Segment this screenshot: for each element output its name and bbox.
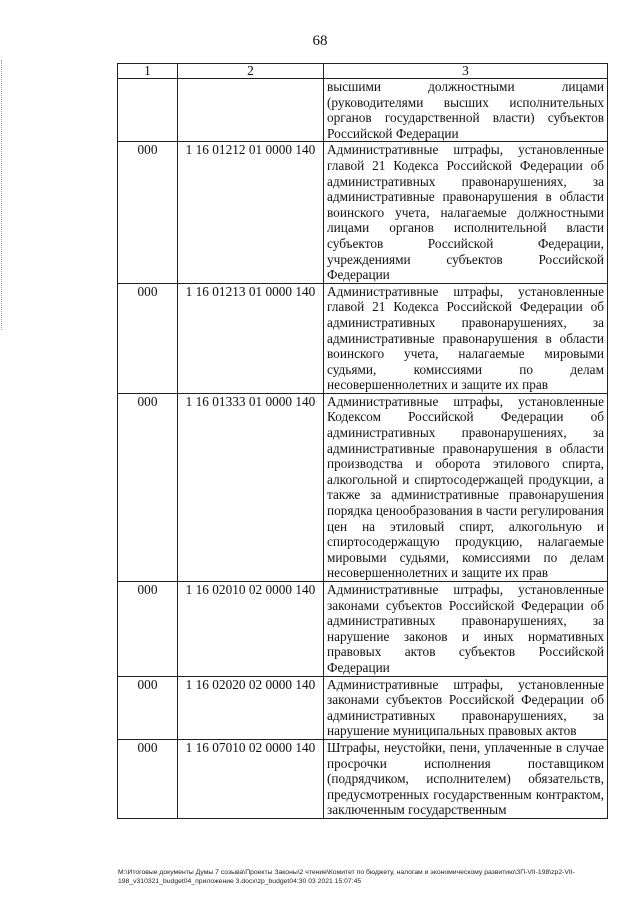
table-row — [118, 142, 608, 283]
cell-admin: 000 — [118, 142, 178, 283]
cell-code-empty — [178, 79, 324, 142]
cell-admin: 000 — [118, 283, 178, 393]
cell-admin: 000 — [118, 676, 178, 739]
cell-name: Административные штрафы, установленные главой 21 Кодекса Российской Федерации об административных правонарушениях, за административные правонарушения в области воинского учета, налагаемые мировыми судьями, комиссиями по делам несовершеннолетних и защите их прав — [324, 283, 608, 393]
cell-code: 1 16 07010 02 0000 140 — [178, 739, 324, 818]
table-header-row — [118, 64, 608, 79]
table-row — [118, 676, 608, 739]
table-row-continuation — [118, 79, 608, 142]
table-row — [118, 283, 608, 393]
table-row — [118, 739, 608, 818]
cell-name-continuation: высшими должностными лицами (руководителями высших исполнительных органов государственной власти) субъектов Российской Федерации — [324, 79, 608, 142]
column-header-admin: 1 — [118, 64, 178, 79]
cell-admin: 000 — [118, 393, 178, 581]
cell-code: 1 16 01213 01 0000 140 — [178, 283, 324, 393]
table-row — [118, 582, 608, 677]
cell-code: 1 16 01333 01 0000 140 — [178, 393, 324, 581]
cell-name: Штрафы, неустойки, пени, уплаченные в случае просрочки исполнения поставщиком (подрядчиком, исполнителем) обязательств, предусмотренных государственным контрактом, заключенным государственным — [324, 739, 608, 818]
document-path-footer: M:\Итоговые документы Думы 7 созыва\Проекты Законы\2 чтение\Комитет по бюджету, налогам и экономическому развитию\ЗП-VII-198\zp2-VII-198_v310321_budget04_приложение 3.docx\zp_budget04:30 03 2021 15:07:45 — [118, 869, 575, 885]
cell-admin: 000 — [118, 739, 178, 818]
cell-name: Административные штрафы, установленные Кодексом Российской Федерации об административных правонарушениях, за административные правонарушения в области производства и оборота этилового спирта, алкогольной и спиртосодержащей продукции, а также за административные правонарушения порядка ценообразования в части регулирования цен на этиловый спирт, алкогольную и спиртосодержащую продукцию, налагаемые мировыми судьями, комиссиями по делам несовершеннолетних и защите их прав — [324, 393, 608, 581]
column-header-name: 3 — [324, 64, 608, 79]
scan-edge-line — [1, 60, 3, 330]
cell-code: 1 16 01212 01 0000 140 — [178, 142, 324, 283]
cell-admin-empty — [118, 79, 178, 142]
cell-admin: 000 — [118, 582, 178, 677]
cell-name: Административные штрафы, установленные главой 21 Кодекса Российской Федерации об административных правонарушениях, за административные правонарушения в области воинского учета, налагаемые должностными лицами органов исполнительной власти субъектов Российской Федерации, учреждениями субъектов Российской Федерации — [324, 142, 608, 283]
table-row — [118, 393, 608, 581]
cell-name: Административные штрафы, установленные законами субъектов Российской Федерации об административных правонарушениях, за нарушение законов и иных нормативных правовых актов субъектов Российской Федерации — [324, 582, 608, 677]
cell-code: 1 16 02020 02 0000 140 — [178, 676, 324, 739]
cell-code: 1 16 02010 02 0000 140 — [178, 582, 324, 677]
column-header-code: 2 — [178, 64, 324, 79]
cell-name: Административные штрафы, установленные законами субъектов Российской Федерации об административных правонарушениях, за нарушение муниципальных правовых актов — [324, 676, 608, 739]
revenue-codes-table — [117, 63, 608, 819]
page-number: 68 — [312, 33, 328, 49]
